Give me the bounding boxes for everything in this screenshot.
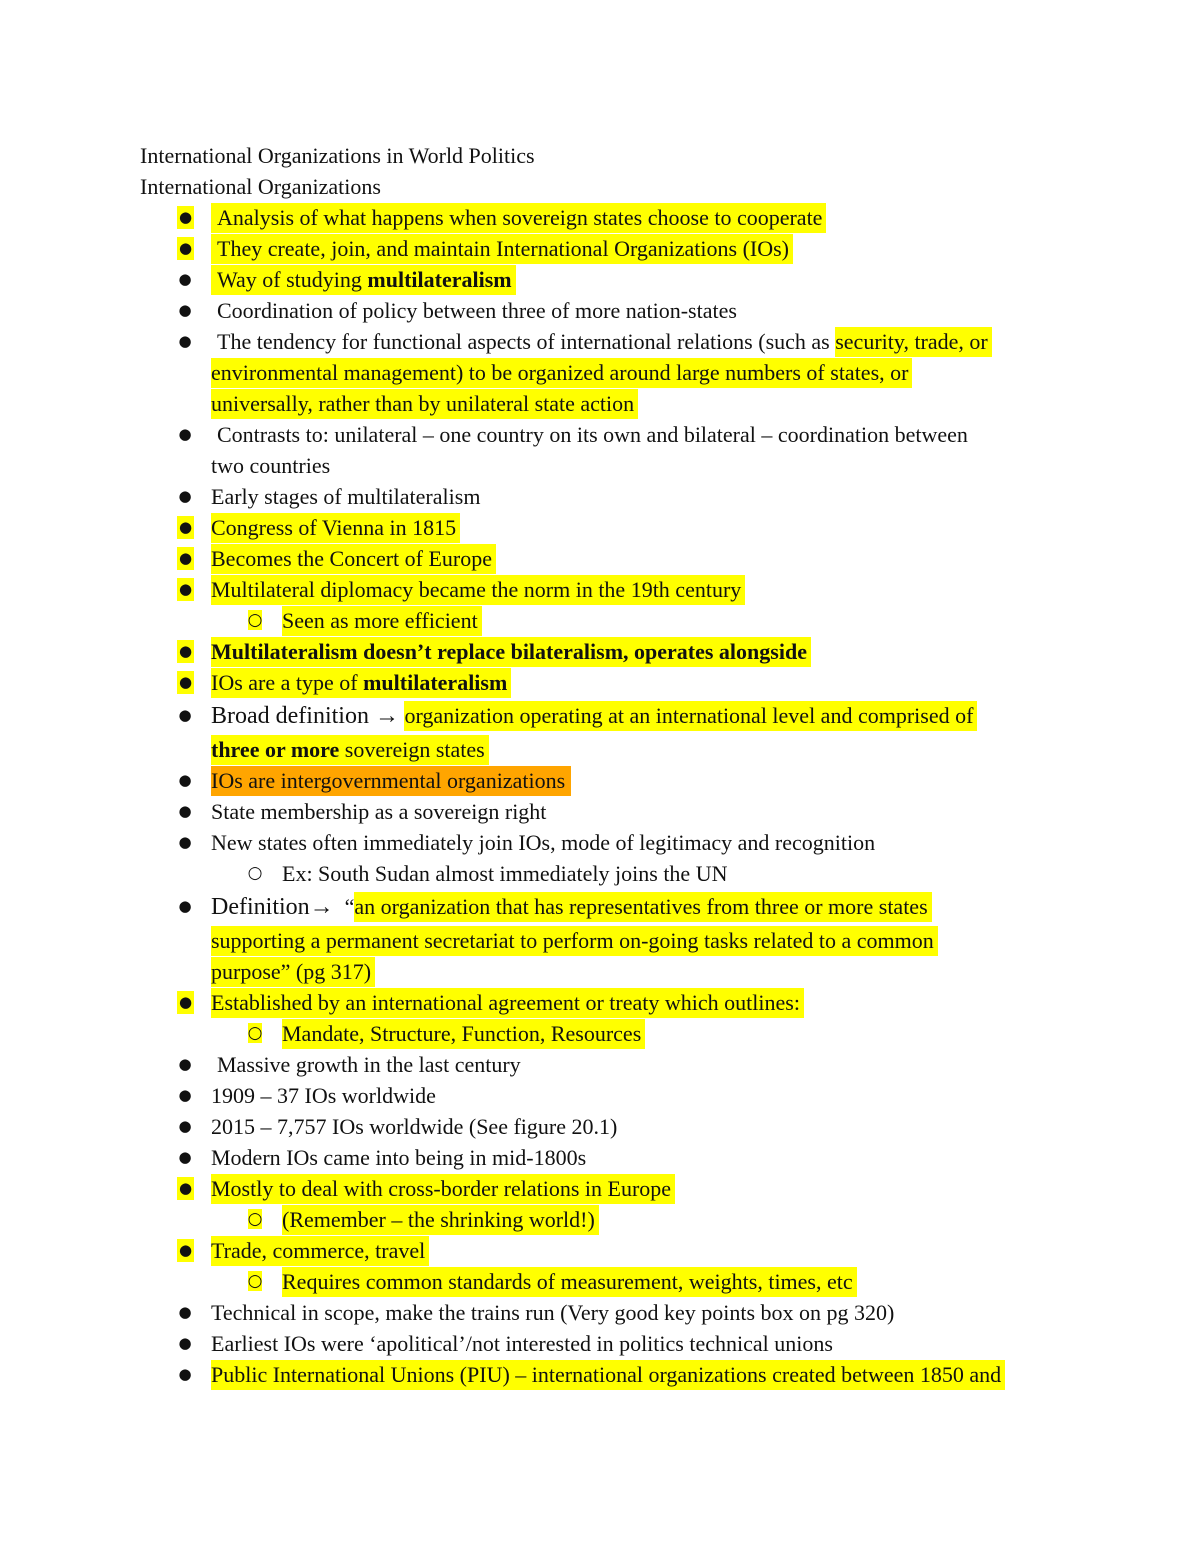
bullet-icon: ● bbox=[178, 897, 192, 915]
list-item bbox=[140, 233, 1080, 264]
bullet-icon: ● bbox=[178, 1086, 192, 1104]
bullet-icon: ● bbox=[177, 667, 193, 698]
item-text: Contrasts to: unilateral – one country on its own and bilateral – coordination between bbox=[217, 422, 968, 447]
list-item bbox=[140, 574, 1080, 605]
item-text: IOs are intergovernmental organizations bbox=[211, 766, 571, 796]
bullet-icon: ● bbox=[178, 1334, 192, 1352]
list-item bbox=[140, 1328, 1080, 1359]
bullet-icon: ● bbox=[178, 270, 192, 288]
item-text: Multilateral diplomacy became the norm in the 19th century bbox=[211, 575, 745, 605]
item-text: Congress of Vienna in 1815 bbox=[211, 513, 460, 543]
highlighted-text: three or more sovereign states bbox=[211, 735, 489, 765]
bullet-icon: ● bbox=[178, 1303, 192, 1321]
circle-bullet-icon: ○ bbox=[247, 610, 263, 630]
sub-list-item bbox=[140, 1266, 1080, 1297]
item-text: Seen as more efficient bbox=[282, 606, 482, 636]
circle-bullet-icon: ○ bbox=[247, 1271, 263, 1291]
bullet-icon: ● bbox=[178, 802, 192, 820]
bullet-icon: ● bbox=[177, 512, 193, 543]
list-item bbox=[140, 1111, 1080, 1142]
item-text: Technical in scope, make the trains run (Very good key points box on pg 320) bbox=[211, 1300, 895, 1325]
item-text: Trade, commerce, travel bbox=[211, 1236, 429, 1266]
document-page bbox=[140, 140, 1080, 1390]
bullet-icon: ● bbox=[177, 574, 193, 605]
emphasis-text: multilateralism bbox=[363, 670, 508, 695]
sub-list-item bbox=[140, 1018, 1080, 1049]
list-item bbox=[140, 1173, 1080, 1204]
bullet-icon: ● bbox=[177, 1173, 193, 1204]
highlighted-text: security, trade, or bbox=[835, 327, 992, 357]
bullet-icon: ● bbox=[177, 987, 193, 1018]
item-text: 2015 – 7,757 IOs worldwide (See figure 20.1) bbox=[211, 1114, 618, 1139]
item-text: Modern IOs came into being in mid-1800s bbox=[211, 1145, 587, 1170]
bullet-icon: ● bbox=[178, 332, 192, 350]
item-text: Mostly to deal with cross-border relations in Europe bbox=[211, 1174, 675, 1204]
circle-bullet-icon: ○ bbox=[247, 1023, 263, 1043]
emphasis-text: multilateralism bbox=[367, 267, 512, 292]
item-text: Multilateralism doesn’t replace bilateralism, operates alongside bbox=[211, 637, 811, 667]
list-item: ● Definition→ “an organization that has representatives from three or more states supporting a permanent secretariat to perform on-going tasks related to a common purpose” (pg 317) bbox=[140, 889, 1080, 987]
item-text: (Remember – the shrinking world!) bbox=[282, 1205, 599, 1235]
sub-list-item bbox=[140, 605, 1080, 636]
list-item bbox=[140, 698, 1080, 765]
list-item bbox=[140, 512, 1080, 543]
item-text: Ex: South Sudan almost immediately joins the UN bbox=[282, 861, 728, 886]
highlighted-text: organization operating at an international level and comprised of bbox=[404, 701, 977, 731]
item-text: Mandate, Structure, Function, Resources bbox=[282, 1019, 645, 1049]
list-item bbox=[140, 202, 1080, 233]
item-text: two countries bbox=[211, 453, 331, 478]
bullet-icon: ● bbox=[178, 833, 192, 851]
list-item bbox=[140, 765, 1080, 796]
highlighted-text: supporting a permanent secretariat to perform on-going tasks related to a common bbox=[211, 926, 938, 956]
item-text: Definition→ bbox=[211, 894, 334, 920]
document-title: International Organizations in World Politics bbox=[140, 143, 535, 168]
item-text: Established by an international agreement or treaty which outlines: bbox=[211, 988, 804, 1018]
item-text: Analysis of what happens when sovereign states choose to cooperate bbox=[211, 203, 826, 233]
bullet-icon: ● bbox=[178, 1365, 192, 1383]
list-item bbox=[140, 827, 1080, 858]
bullet-icon: ● bbox=[178, 487, 192, 505]
bullet-icon: ● bbox=[178, 425, 192, 443]
item-text: Earliest IOs were ‘apolitical’/not interested in politics technical unions bbox=[211, 1331, 833, 1356]
item-text: They create, join, and maintain International Organizations (IOs) bbox=[211, 234, 793, 264]
highlighted-text: purpose” (pg 317) bbox=[211, 957, 375, 987]
bullet-icon: ● bbox=[178, 1055, 192, 1073]
section-heading: International Organizations bbox=[140, 174, 381, 199]
list-item bbox=[140, 1080, 1080, 1111]
list-item bbox=[140, 1235, 1080, 1266]
item-text: IOs are a type of multilateralism bbox=[211, 668, 511, 698]
highlighted-text: environmental management) to be organized around large numbers of states, or bbox=[211, 358, 912, 388]
bullet-icon: ● bbox=[178, 1148, 192, 1166]
item-text: Requires common standards of measurement, weights, times, etc bbox=[282, 1267, 857, 1297]
bullet-icon: ● bbox=[177, 636, 193, 667]
item-text: Early stages of multilateralism bbox=[211, 484, 481, 509]
sub-list-item bbox=[140, 1204, 1080, 1235]
bullet-icon: ● bbox=[178, 706, 192, 724]
circle-bullet-icon: ○ bbox=[247, 863, 263, 883]
list-item bbox=[140, 481, 1080, 512]
list-item bbox=[140, 636, 1080, 667]
list-item bbox=[140, 295, 1080, 326]
item-text: State membership as a sovereign right bbox=[211, 799, 547, 824]
list-item bbox=[140, 1142, 1080, 1173]
item-text: Way of studying multilateralism bbox=[211, 265, 516, 295]
circle-bullet-icon: ○ bbox=[247, 1209, 263, 1229]
list-item bbox=[140, 796, 1080, 827]
bullet-icon: ● bbox=[177, 543, 193, 574]
list-item bbox=[140, 543, 1080, 574]
item-text: Massive growth in the last century bbox=[217, 1052, 521, 1077]
list-item bbox=[140, 1049, 1080, 1080]
list-item bbox=[140, 1297, 1080, 1328]
item-text: Becomes the Concert of Europe bbox=[211, 544, 496, 574]
list-item bbox=[140, 326, 1080, 419]
item-text: Coordination of policy between three of more nation-states bbox=[217, 298, 737, 323]
bullet-icon: ● bbox=[177, 233, 193, 264]
bullet-icon: ● bbox=[177, 1235, 193, 1266]
list-item bbox=[140, 987, 1080, 1018]
bullet-icon: ● bbox=[178, 1117, 192, 1135]
bullet-icon: ● bbox=[177, 202, 193, 233]
list-item bbox=[140, 264, 1080, 295]
list-item bbox=[140, 419, 1080, 481]
bullet-icon: ● bbox=[178, 771, 192, 789]
item-text: New states often immediately join IOs, mode of legitimacy and recognition bbox=[211, 830, 876, 855]
item-text: Public International Unions (PIU) – international organizations created between 1850 and bbox=[211, 1360, 1005, 1390]
list-item bbox=[140, 667, 1080, 698]
highlighted-text: an organization that has representatives from three or more states bbox=[354, 892, 931, 922]
item-text: The tendency for functional aspects of international relations (such as bbox=[217, 329, 836, 354]
item-text: Broad definition → bbox=[211, 703, 399, 729]
list-item bbox=[140, 1359, 1080, 1390]
bullet-icon: ● bbox=[178, 301, 192, 319]
highlighted-text: universally, rather than by unilateral state action bbox=[211, 389, 638, 419]
item-text: 1909 – 37 IOs worldwide bbox=[211, 1083, 436, 1108]
sub-list-item bbox=[140, 858, 1080, 889]
